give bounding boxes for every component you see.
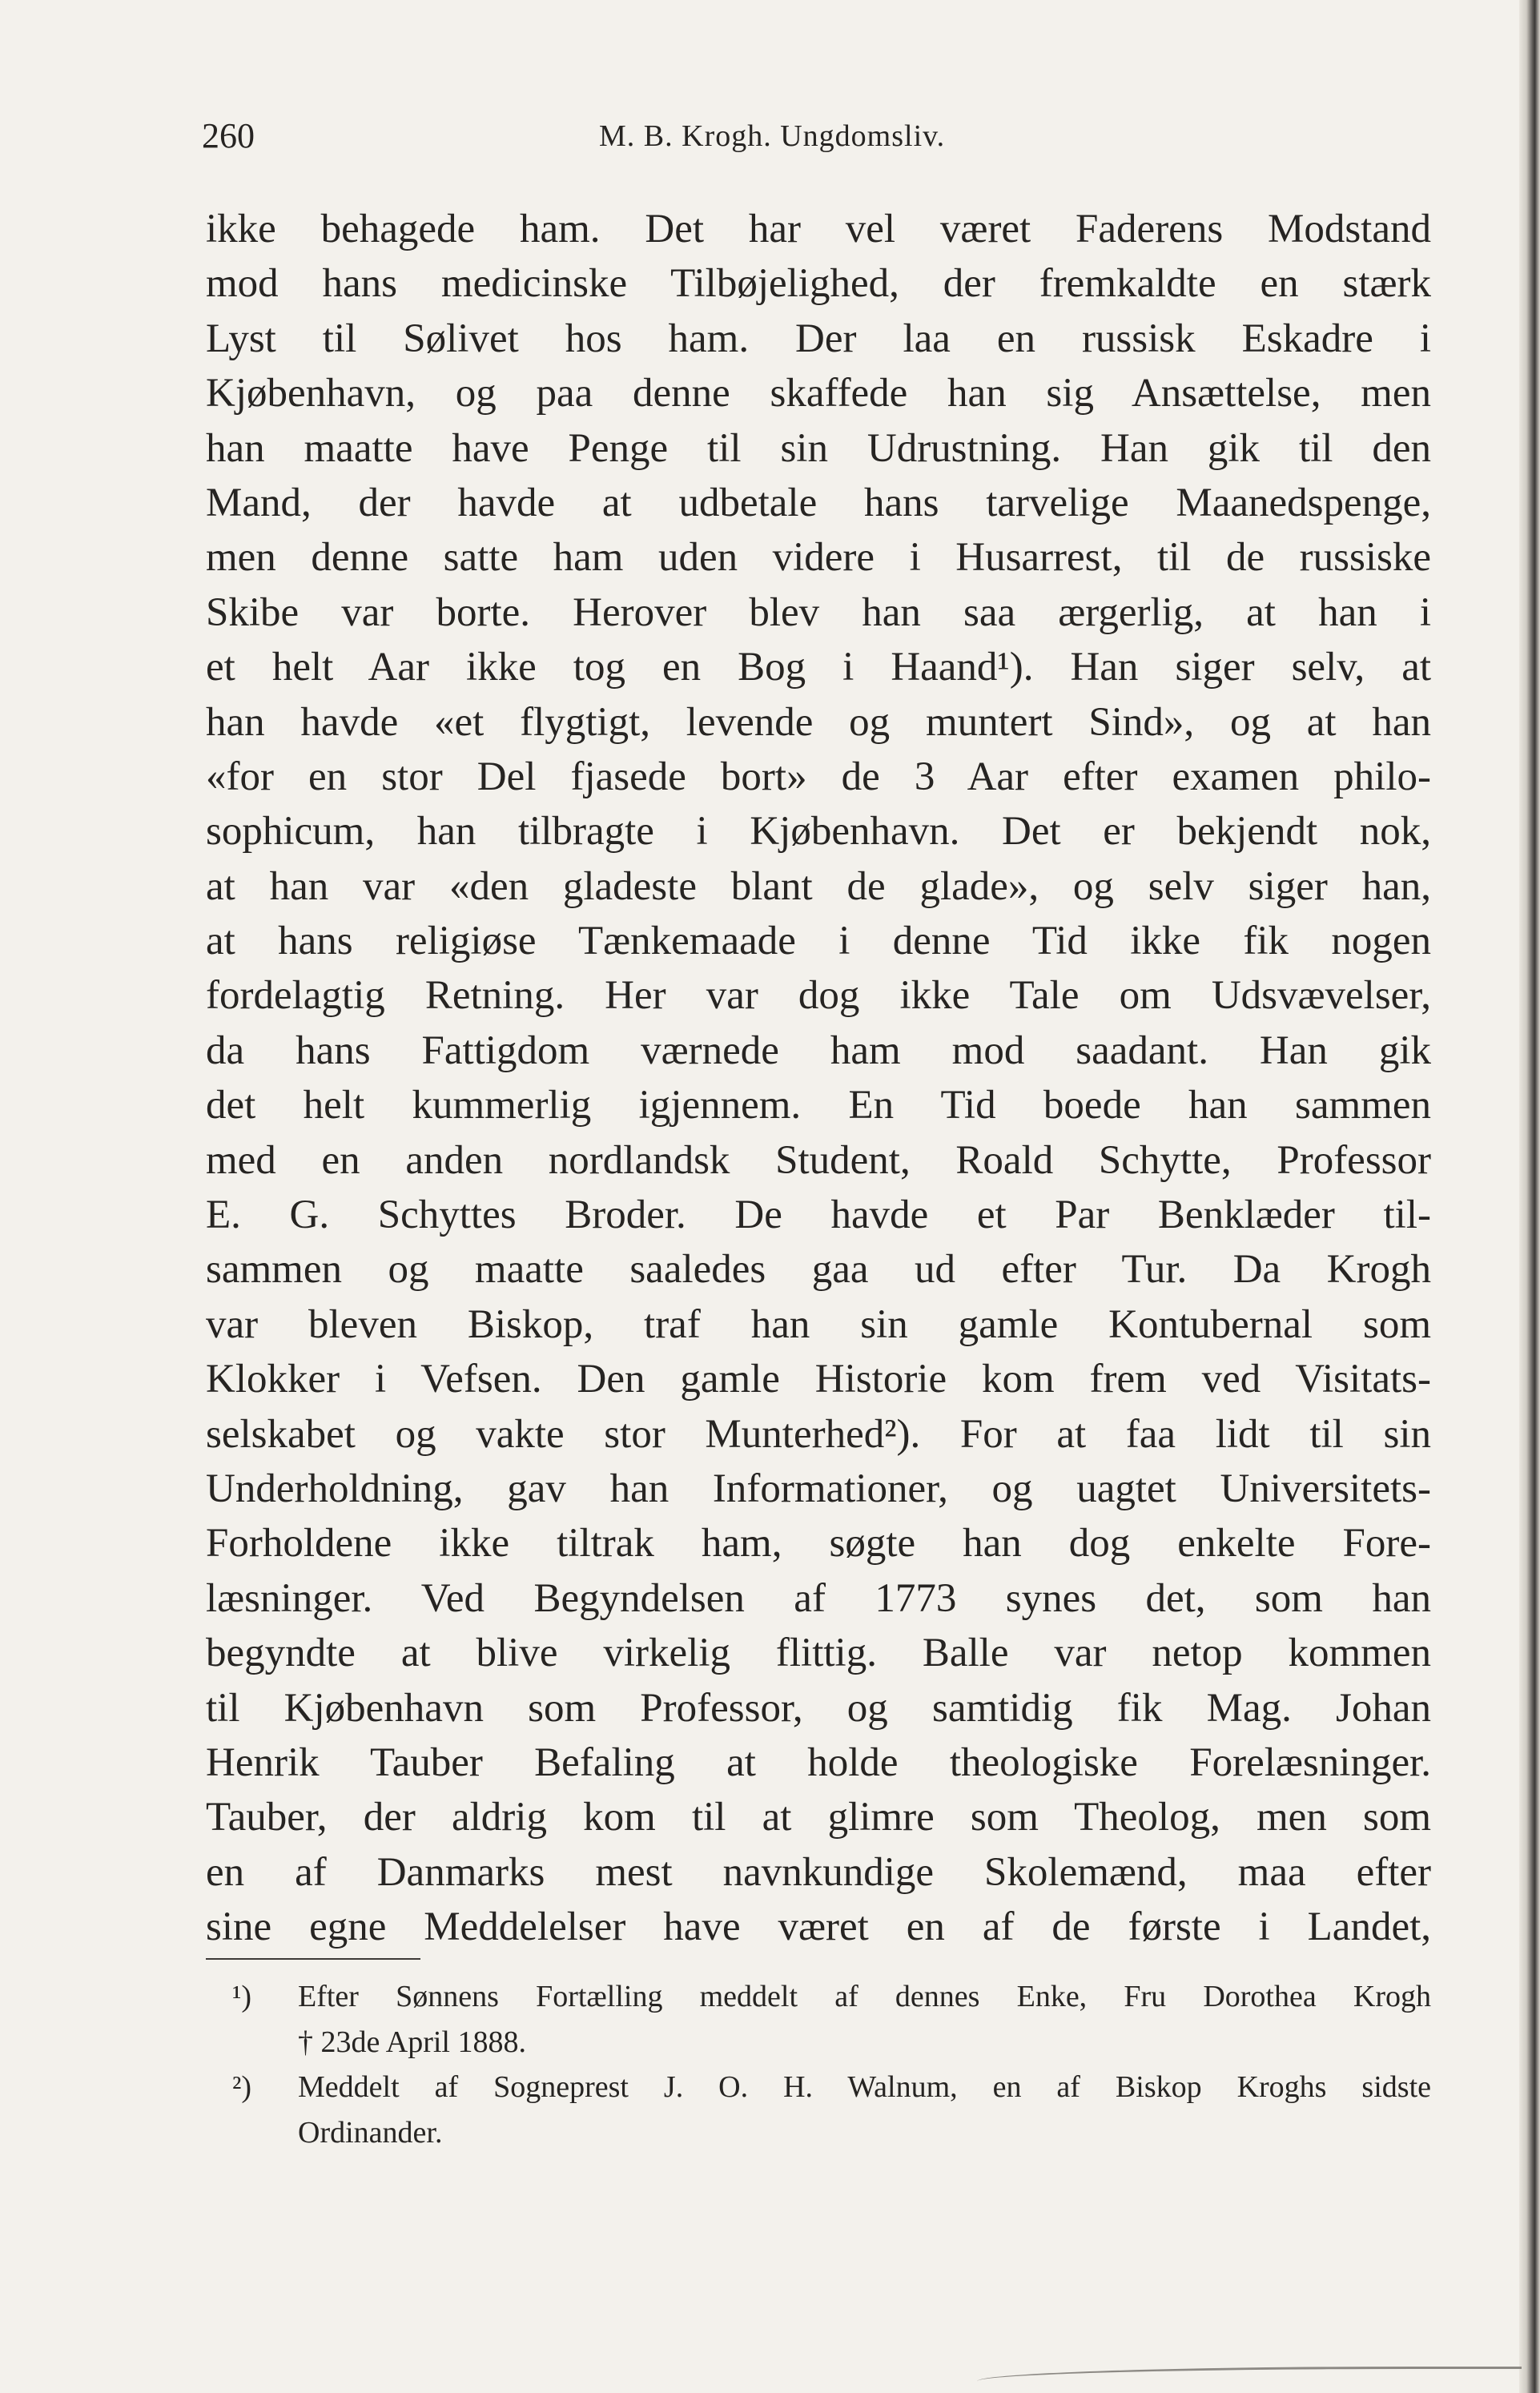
footnote-1-marker: ¹) (232, 1980, 252, 2013)
text-line: sammen og maatte saaledes gaa ud efter Tur. Da Krogh (206, 1247, 1431, 1293)
text-line: Mand, der havde at udbetale hans tarvelige Maanedspenge, (206, 480, 1431, 525)
text-line: det helt kummerlig igjennem. En Tid boede han sammen (206, 1083, 1431, 1128)
page-header (0, 112, 1540, 160)
page-binding-edge (1519, 0, 1540, 2393)
text-line: fordelagtig Retning. Her var dog ikke Tale om Udsvævelser, (206, 973, 1431, 1019)
text-line: et helt Aar ikke tog en Bog i Haand¹). Han siger selv, at (206, 645, 1431, 690)
text-line: Klokker i Vefsen. Den gamle Historie kom frem ved Visitats- (206, 1357, 1431, 1402)
text-line: til Kjøbenhavn som Professor, og samtidig fik Mag. Johan (206, 1685, 1431, 1731)
text-line: en af Danmarks mest navnkundige Skolemænd, maa efter (206, 1849, 1431, 1895)
page-corner-curl (977, 2367, 1522, 2385)
text-line: da hans Fattigdom værnede ham mod saadant. Han gik (206, 1028, 1431, 1073)
text-line: Kjøbenhavn, og paa denne skaffede han sig Ansættelse, men (206, 371, 1431, 416)
footnotes (232, 1974, 1431, 2155)
text-line: men denne satte ham uden videre i Husarrest, til de russiske (206, 535, 1431, 581)
text-line: Forholdene ikke tiltrak ham, søgte han dog enkelte Fore- (206, 1521, 1431, 1567)
body-text (206, 202, 1431, 1955)
footnote-1-line (232, 1974, 1431, 2020)
text-line: mod hans medicinske Tilbøjelighed, der fremkaldte en stærk (206, 261, 1431, 307)
text-line: at hans religiøse Tænkemaade i denne Tid ikke fik nogen (206, 919, 1431, 964)
text-line: begyndte at blive virkelig flittig. Balle var netop kommen (206, 1631, 1431, 1676)
text-line: Underholdning, gav han Informationer, og uagtet Universitets- (206, 1466, 1431, 1511)
footnote-1-text: Efter Sønnens Fortælling meddelt af dennes Enke, Fru Dorothea Krogh (298, 1980, 1431, 2013)
text-line: sophicum, han tilbragte i Kjøbenhavn. Det er bekjendt nok, (206, 809, 1431, 855)
footnote-2-line (232, 2065, 1431, 2110)
text-line: han maatte have Penge til sin Udrustning. Han gik til den (206, 425, 1431, 471)
text-line: var bleven Biskop, traf han sin gamle Kontubernal som (206, 1301, 1431, 1347)
text-line: han havde «et flygtigt, levende og muntert Sind», og at han (206, 699, 1431, 745)
footnote-2-text: Meddelt af Sogneprest J. O. H. Walnum, en af Biskop Kroghs sidste (298, 2070, 1431, 2104)
footnote-2-marker: ²) (232, 2070, 252, 2104)
text-line: «for en stor Del fjasede bort» de 3 Aar efter examen philo- (206, 754, 1431, 799)
footnote-2-line: Ordinander. (298, 2115, 443, 2150)
text-line: Tauber, der aldrig kom til at glimre som Theolog, men som (206, 1795, 1431, 1840)
text-line: med en anden nordlandsk Student, Roald Schytte, Professor (206, 1137, 1431, 1183)
footnote-rule (206, 1958, 420, 1960)
text-line: ikke behagede ham. Det har vel været Faderens Modstand (206, 207, 1431, 251)
footnote-1-line: † 23de April 1888. (298, 2025, 526, 2059)
text-line: Lyst til Sølivet hos ham. Der laa en russisk Eskadre i (206, 316, 1431, 361)
text-line: E. G. Schyttes Broder. De havde et Par Benklæder til- (206, 1192, 1431, 1238)
running-head: M. B. Krogh. Ungdomsliv. (599, 119, 946, 153)
text-line: selskabet og vakte stor Munterhed²). For at faa lidt til sin (206, 1411, 1431, 1457)
text-line: læsninger. Ved Begyndelsen af 1773 synes det, som han (206, 1575, 1431, 1621)
text-line: sine egne Meddelelser have været en af de første i Landet, (206, 1904, 1431, 1950)
page-number: 260 (202, 116, 255, 155)
text-line: at han var «den gladeste blant de glade», og selv siger han, (206, 863, 1431, 909)
text-line: Skibe var borte. Herover blev han saa ærgerlig, at han i (206, 589, 1431, 635)
text-line: Henrik Tauber Befaling at holde theologiske Forelæsninger. (206, 1739, 1431, 1785)
